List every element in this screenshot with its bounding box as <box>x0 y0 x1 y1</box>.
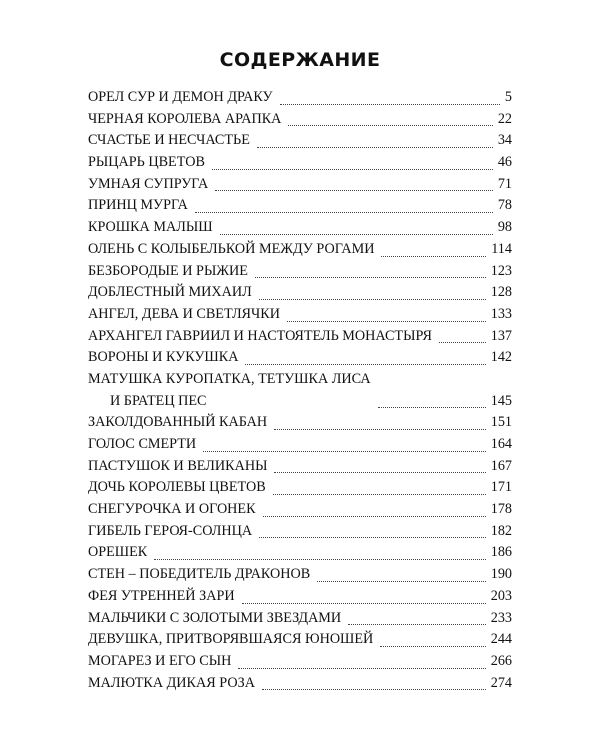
toc-entry-title: КРОШКА МАЛЫШ <box>88 219 213 236</box>
toc-entry-page: 145 <box>490 392 512 409</box>
toc-entry-page: 123 <box>490 262 512 279</box>
toc-entry <box>88 629 512 651</box>
toc-entry-page: 128 <box>490 284 512 301</box>
toc-entry-page: 182 <box>490 522 512 539</box>
dot-leader <box>287 321 486 322</box>
toc-entry-page: 178 <box>490 501 512 518</box>
toc-entry-page: 167 <box>490 457 512 474</box>
dot-leader <box>381 256 486 257</box>
toc-entry <box>88 152 512 174</box>
toc-entry <box>88 304 512 326</box>
toc-entry <box>88 542 512 564</box>
dot-leader <box>439 342 486 343</box>
dot-leader <box>257 147 493 148</box>
toc-entry-title: СНЕГУРОЧКА И ОГОНЕК <box>88 501 256 518</box>
toc-entry-title: СТЕН – ПОБЕДИТЕЛЬ ДРАКОНОВ <box>88 566 311 583</box>
dot-leader <box>195 212 493 213</box>
dot-leader <box>212 169 493 170</box>
dot-leader <box>259 299 486 300</box>
toc-entry-page: 142 <box>490 349 512 366</box>
toc-entry <box>88 195 512 217</box>
toc-entry-title: БЕЗБОРОДЫЕ И РЫЖИЕ <box>88 262 248 279</box>
toc-entry-page: 71 <box>497 175 512 192</box>
dot-leader <box>220 234 493 235</box>
toc-entry-title: СЧАСТЬЕ И НЕСЧАСТЬЕ <box>88 132 250 149</box>
toc-entry <box>88 217 512 239</box>
dot-leader <box>280 104 500 105</box>
toc-entry-title: МАЛЬЧИКИ С ЗОЛОТЫМИ ЗВЕЗДАМИ <box>88 609 342 626</box>
toc-entry <box>88 521 512 543</box>
toc-entry-title: ГИБЕЛЬ ГЕРОЯ-СОЛНЦА <box>88 522 253 539</box>
toc-entry-page: 186 <box>490 544 512 561</box>
dot-leader <box>259 537 486 538</box>
toc-entry-title: ДЕВУШКА, ПРИТВОРЯВШАЯСЯ ЮНОШЕЙ <box>88 631 374 648</box>
toc-entry-page: 22 <box>497 110 512 127</box>
toc-entry-title: МАТУШКА КУРОПАТКА, ТЕТУШКА ЛИСА <box>88 370 371 387</box>
dot-leader <box>245 364 485 365</box>
dot-leader <box>263 516 486 517</box>
toc-entry-title: ПРИНЦ МУРГА <box>88 197 188 214</box>
toc-entry <box>88 673 512 695</box>
toc-entry <box>88 174 512 196</box>
toc-entry-title: МОГАРЕЗ И ЕГО СЫН <box>88 652 232 669</box>
toc-entry <box>88 651 512 673</box>
toc-entry-title: РЫЦАРЬ ЦВЕТОВ <box>88 154 205 171</box>
toc-entry <box>88 239 512 261</box>
toc-entry <box>88 477 512 499</box>
toc-entry <box>88 130 512 152</box>
toc-entry <box>88 87 512 109</box>
toc-entry-page: 5 <box>504 89 512 105</box>
dot-leader <box>274 429 486 430</box>
toc-entry-page: 151 <box>490 414 512 431</box>
toc-entry-page: 244 <box>490 631 512 648</box>
toc-entry-page: 203 <box>490 587 512 604</box>
dot-leader <box>378 407 486 408</box>
dot-leader <box>348 624 486 625</box>
dot-leader <box>255 277 486 278</box>
toc-entry-page: 266 <box>490 652 512 669</box>
dot-leader <box>380 646 485 647</box>
toc-entry <box>88 347 512 369</box>
toc-entry <box>88 282 512 304</box>
dot-leader <box>274 472 485 473</box>
toc-entry-page: 233 <box>490 609 512 626</box>
toc-entry <box>88 499 512 521</box>
toc-entry-page: 98 <box>497 219 512 236</box>
toc-entry-page: 274 <box>490 674 512 691</box>
dot-leader <box>238 668 485 669</box>
toc-entry-title: ЧЕРНАЯ КОРОЛЕВА АРАПКА <box>88 110 282 127</box>
dot-leader <box>154 559 485 560</box>
toc-entry <box>88 586 512 608</box>
toc-entry-title-block <box>88 369 371 412</box>
toc-entry-title: ОРЕШЕК <box>88 544 148 561</box>
toc-entry <box>88 456 512 478</box>
toc-entry <box>88 434 512 456</box>
toc-entry-title: ЗАКОЛДОВАННЫЙ КАБАН <box>88 414 268 431</box>
toc-entry-title: ОЛЕНЬ С КОЛЫБЕЛЬКОЙ МЕЖДУ РОГАМИ <box>88 240 375 257</box>
table-of-contents <box>88 87 512 694</box>
dot-leader <box>288 125 492 126</box>
toc-entry-title: ДОЧЬ КОРОЛЕВЫ ЦВЕТОВ <box>88 479 266 496</box>
dot-leader <box>262 689 486 690</box>
toc-entry <box>88 412 512 434</box>
dot-leader <box>317 581 485 582</box>
toc-entry-page: 137 <box>490 327 512 344</box>
toc-entry-title: АНГЕЛ, ДЕВА И СВЕТЛЯЧКИ <box>88 305 280 322</box>
dot-leader <box>242 603 486 604</box>
toc-entry-page: 34 <box>497 132 512 149</box>
toc-entry-title: ГОЛОС СМЕРТИ <box>88 436 197 453</box>
toc-entry-title: ПАСТУШОК И ВЕЛИКАНЫ <box>88 457 268 474</box>
toc-entry-title: ФЕЯ УТРЕННЕЙ ЗАРИ <box>88 587 235 604</box>
toc-entry <box>88 564 512 586</box>
toc-entry <box>88 326 512 348</box>
toc-entry <box>88 608 512 630</box>
dot-leader <box>215 190 493 191</box>
toc-entry-title-continuation: И БРАТЕЦ ПЕС <box>110 392 207 409</box>
dot-leader <box>273 494 486 495</box>
toc-entry-title: ОРЕЛ СУР И ДЕМОН ДРАКУ <box>88 89 273 105</box>
toc-entry <box>88 261 512 283</box>
toc-entry-title: УМНАЯ СУПРУГА <box>88 175 209 192</box>
toc-entry-page: 164 <box>490 436 512 453</box>
toc-entry-page: 190 <box>490 566 512 583</box>
toc-entry-page: 171 <box>490 479 512 496</box>
toc-entry <box>88 109 512 131</box>
page-title: СОДЕРЖАНИЕ <box>219 49 381 71</box>
toc-entry-page: 78 <box>497 197 512 214</box>
dot-leader <box>203 451 486 452</box>
toc-entry-title: ДОБЛЕСТНЫЙ МИХАИЛ <box>88 284 252 301</box>
toc-entry-title: МАЛЮТКА ДИКАЯ РОЗА <box>88 674 255 691</box>
toc-entry-title: ВОРОНЫ И КУКУШКА <box>88 349 239 366</box>
toc-entry-page: 133 <box>490 305 512 322</box>
toc-entry <box>88 369 512 412</box>
toc-entry-page: 46 <box>497 154 512 171</box>
toc-entry-page: 114 <box>491 240 512 257</box>
toc-entry-title: АРХАНГЕЛ ГАВРИИЛ И НАСТОЯТЕЛЬ МОНАСТЫРЯ <box>88 327 432 344</box>
